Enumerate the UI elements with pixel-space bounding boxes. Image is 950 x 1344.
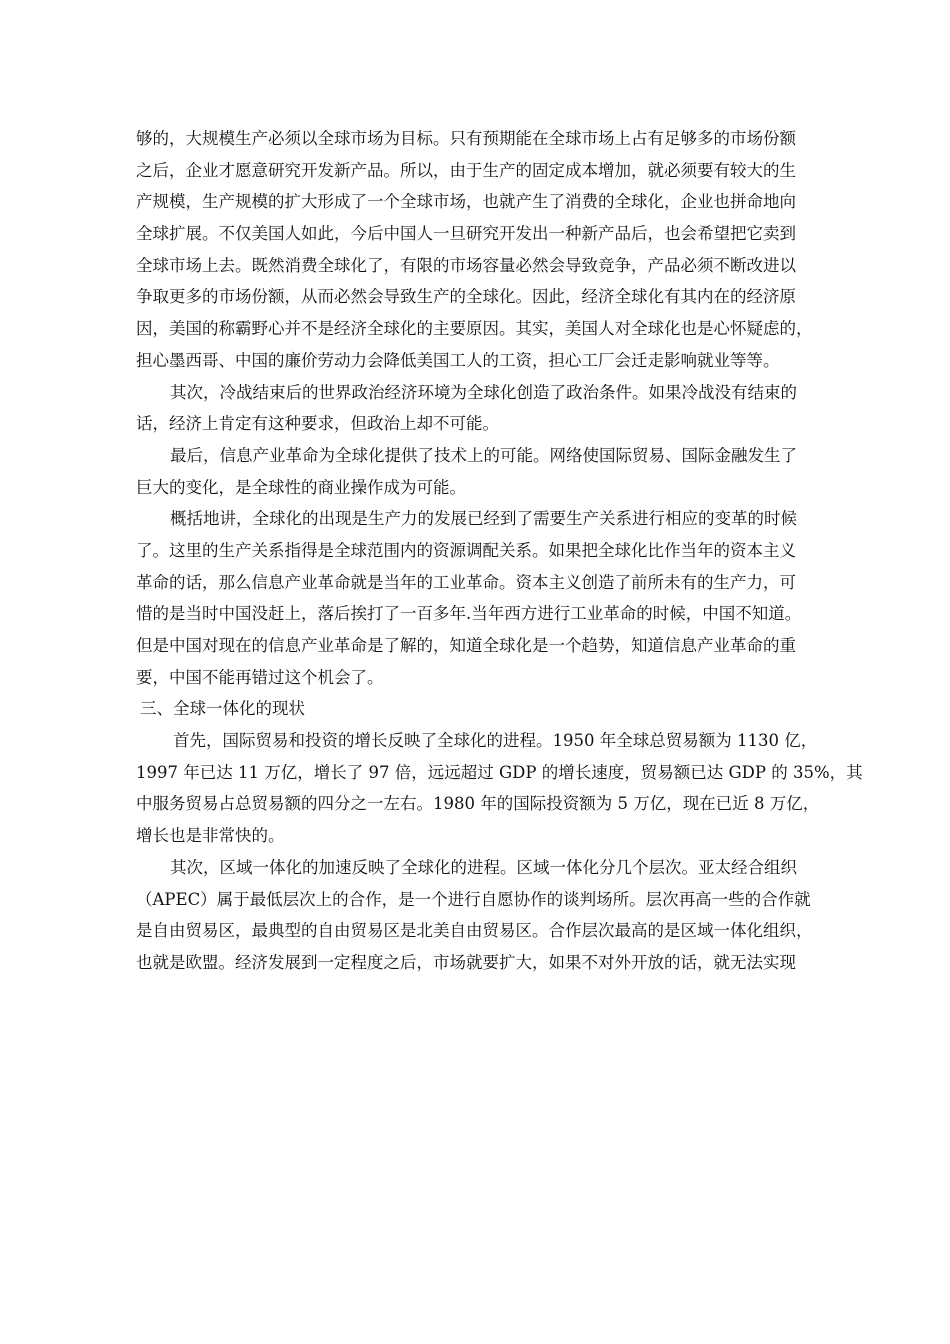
text-line: 话，经济上肯定有这种要求，但政治上却不可能。 — [136, 414, 499, 434]
text-line: 也就是欧盟。经济发展到一定程度之后，市场就要扩大，如果不对外开放的话，就无法实现 — [136, 952, 796, 972]
text-line: 之后，企业才愿意研究开发新产品。所以，由于生产的固定成本增加，就必须要有较大的生 — [136, 160, 796, 180]
text-line: （APEC）属于最低层次上的合作，是一个进行自愿协作的谈判场所。层次再高一些的合作就 — [136, 889, 811, 909]
text-line: 争取更多的市场份额，从而必然会导致生产的全球化。因此，经济全球化有其内在的经济原 — [136, 287, 796, 307]
text-line: 全球扩展。不仅美国人如此，今后中国人一旦研究开发出一种新产品后，也会希望把它卖到 — [136, 224, 796, 244]
text-line: 但是中国对现在的信息产业革命是了解的，知道全球化是一个趋势，知道信息产业革命的重 — [136, 636, 796, 655]
text-line: 全球市场上去。既然消费全球化了，有限的市场容量必然会导致竞争，产品必须不断改进以 — [136, 255, 796, 275]
text-line: 概括地讲，全球化的出现是生产力的发展已经到了需要生产关系进行相应的变革的时候 — [170, 509, 797, 529]
text-line: 增长也是非常快的。 — [136, 826, 285, 846]
text-line: 惜的是当时中国没赶上，落后挨打了一百多年.当年西方进行工业革命的时候，中国不知道。 — [136, 604, 802, 624]
text-line: 要，中国不能再错过这个机会了。 — [136, 667, 384, 687]
text-line: 最后，信息产业革命为全球化提供了技术上的可能。网络使国际贸易、国际金融发生了 — [170, 445, 797, 465]
text-line: 巨大的变化，是全球性的商业操作成为可能。 — [136, 477, 466, 497]
section-heading: 三、全球一体化的现状 — [140, 699, 305, 719]
document-body — [136, 123, 863, 979]
text-line: 1997 年已达 11 万亿，增长了 97 倍，远远超过 GDP 的增长速度，贸易额已达 GDP 的 35%，其 — [136, 762, 863, 782]
text-line: 了。这里的生产关系指得是全球范围内的资源调配关系。如果把全球化比作当年的资本主义 — [136, 540, 796, 560]
text-line: 担心墨西哥、中国的廉价劳动力会降低美国工人的工资，担心工厂会迁走影响就业等等。 — [136, 350, 780, 370]
text-line: 革命的话，那么信息产业革命就是当年的工业革命。资本主义创造了前所未有的生产力，可 — [136, 572, 796, 592]
text-line: 其次，冷战结束后的世界政治经济环境为全球化创造了政治条件。如果冷战没有结束的 — [170, 382, 797, 402]
text-line: 因，美国的称霸野心并不是经济全球化的主要原因。其实，美国人对全球化也是心怀疑虑的， — [136, 319, 813, 339]
text-line: 够的，大规模生产必须以全球市场为目标。只有预期能在全球市场上占有足够多的市场份额 — [136, 129, 796, 148]
text-line: 首先，国际贸易和投资的增长反映了全球化的进程。1950 年全球总贸易额为 1130 亿， — [173, 731, 818, 751]
text-line: 产规模，生产规模的扩大形成了一个全球市场，也就产生了消费的全球化，企业也拼命地向 — [136, 192, 796, 212]
text-line: 其次，区域一体化的加速反映了全球化的进程。区域一体化分几个层次。亚太经合组织 — [170, 857, 797, 877]
text-line: 是自由贸易区，最典型的自由贸易区是北美自由贸易区。合作层次最高的是区域一体化组织， — [136, 921, 813, 941]
text-line: 中服务贸易占总贸易额的四分之一左右。1980 年的国际投资额为 5 万亿，现在已近 8 万亿， — [136, 794, 820, 814]
